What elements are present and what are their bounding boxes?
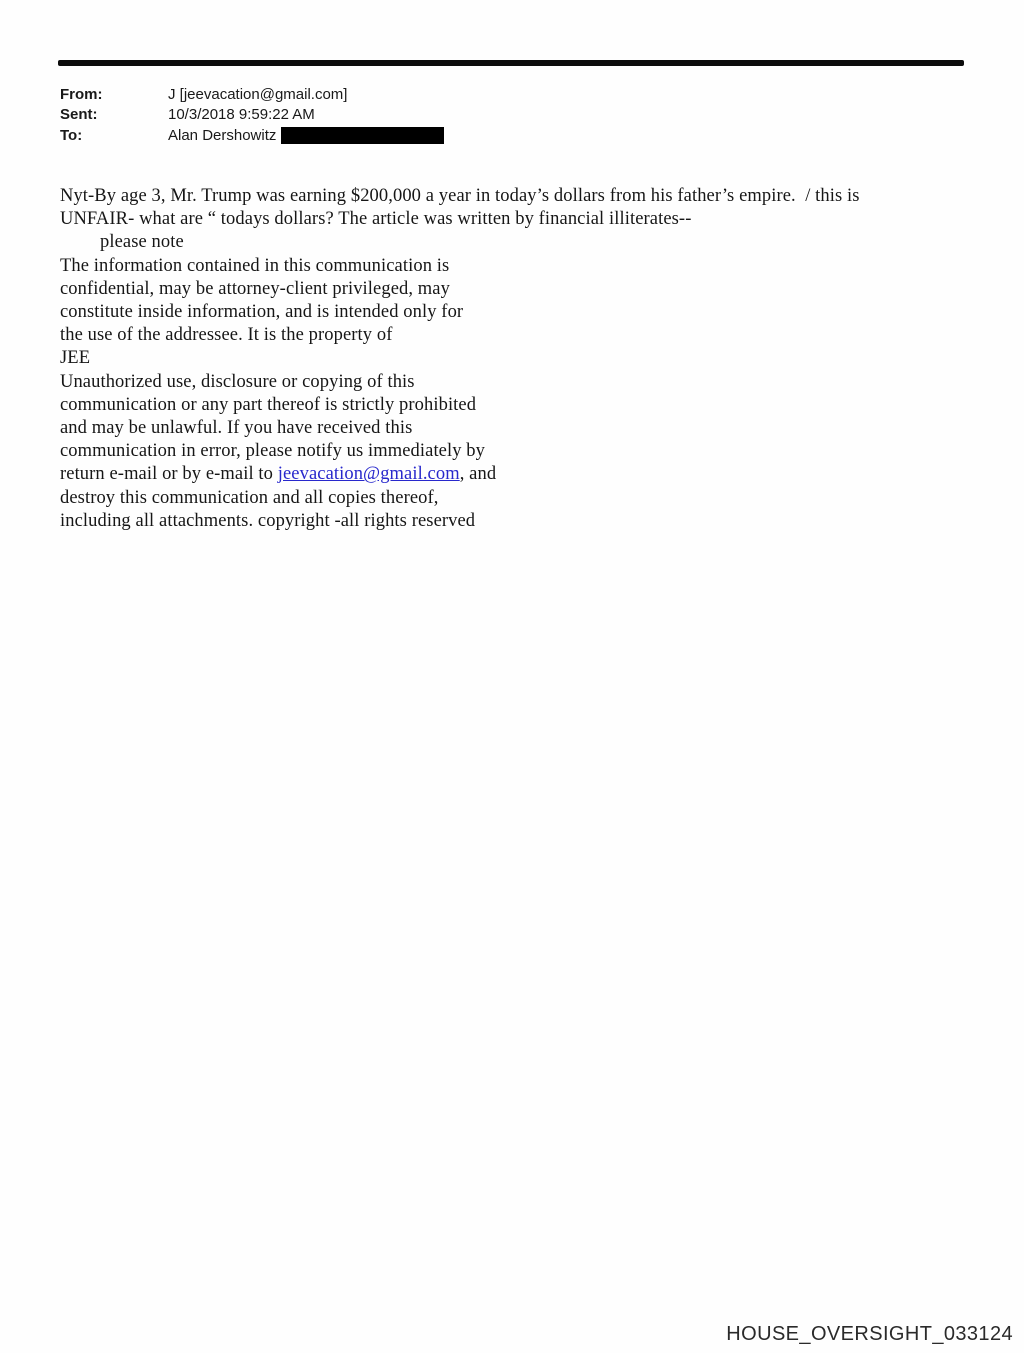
body-line: Unauthorized use, disclosure or copying of this [60,371,415,392]
bates-number: HOUSE_OVERSIGHT_033124 [726,1323,1013,1345]
to-value: Alan Dershowitz [168,126,277,144]
body-line: including all attachments. copyright -all rights reserved [60,510,476,531]
from-label: From: [60,85,103,103]
email-address-link[interactable]: jeevacation@gmail.com [277,464,460,485]
email-header [60,84,444,146]
body-line: UNFAIR- what are “ todays dollars? The article was written by financial illiterates-- [60,209,692,230]
email-body [60,185,970,533]
header-row-from [60,84,444,105]
body-line: communication or any part thereof is strictly prohibited [60,394,477,415]
header-divider-rule [58,60,964,66]
body-line: the use of the addressee. It is the property of [60,325,393,346]
body-line: confidential, may be attorney-client privileged, may [60,278,450,299]
header-row-to [60,125,444,146]
redaction-bar [281,127,444,144]
body-line-with-link [60,463,970,486]
from-value: J [jeevacation@gmail.com] [168,85,348,103]
body-line: The information contained in this communication is [60,255,450,276]
body-line: please note [100,232,184,253]
to-label: To: [60,126,83,144]
body-line: communication in error, please notify us immediately by [60,441,486,462]
body-line: and may be unlawful. If you have received this [60,418,413,439]
header-row-sent [60,105,444,126]
body-line: Nyt-By age 3, Mr. Trump was earning $200,000 a year in today’s dollars from his father’s empire. / this is [60,186,860,206]
sent-label: Sent: [60,106,98,124]
body-line: JEE [60,348,91,369]
sent-value: 10/3/2018 9:59:22 AM [168,106,315,124]
link-line-prefix: return e-mail or by e-mail to [60,464,278,485]
link-line-suffix: , and [459,464,497,485]
body-line: destroy this communication and all copies thereof, [60,487,439,508]
body-line: constitute inside information, and is intended only for [60,302,464,323]
